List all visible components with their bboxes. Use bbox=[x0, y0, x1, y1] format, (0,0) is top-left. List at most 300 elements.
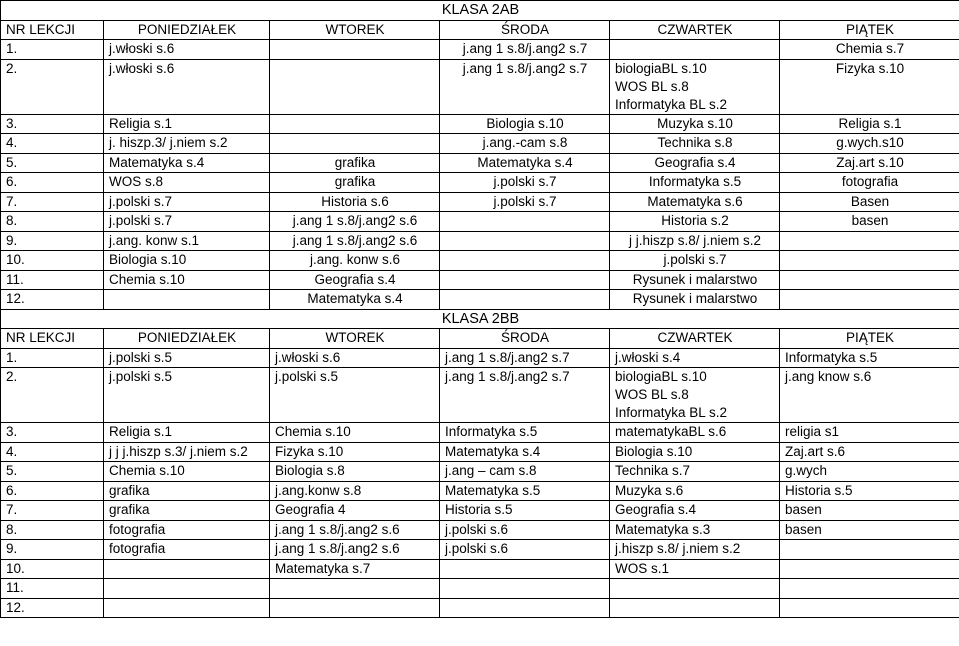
cell-text: j.ang.konw s.8 bbox=[275, 482, 362, 498]
lesson-number bbox=[1, 212, 104, 232]
cell-text: Geografia 4 bbox=[275, 502, 346, 517]
cell-text: Biologia s.10 bbox=[109, 252, 187, 267]
cell-text: j.ang 1 s.8/j.ang2 s.7 bbox=[445, 349, 570, 365]
cell-text: Matematyka s.6 bbox=[647, 193, 743, 209]
lesson-row bbox=[1, 540, 959, 560]
lesson-number bbox=[1, 559, 104, 579]
lesson-number bbox=[1, 153, 104, 173]
lesson-cell bbox=[610, 290, 780, 310]
cell-text: Matematyka s.5 bbox=[445, 482, 541, 498]
lesson-cell bbox=[270, 231, 440, 251]
schedule-body bbox=[1, 1, 959, 618]
cell-text: Zaj.art s.10 bbox=[836, 154, 904, 170]
lesson-cell bbox=[440, 290, 610, 310]
lesson-cell bbox=[104, 559, 270, 579]
lesson-cell bbox=[270, 368, 440, 423]
lesson-cell bbox=[780, 481, 959, 501]
cell-text: j.ang. konw s.1 bbox=[109, 232, 200, 248]
cell-text: Matematyka s.4 bbox=[109, 154, 205, 170]
cell-text: Matematyka s.4 bbox=[477, 154, 573, 170]
lesson-number bbox=[1, 579, 104, 599]
lesson-row bbox=[1, 579, 959, 599]
lesson-cell bbox=[780, 192, 959, 212]
lesson-cell bbox=[440, 173, 610, 193]
lesson-cell bbox=[270, 598, 440, 618]
lesson-row bbox=[1, 40, 959, 60]
lesson-row bbox=[1, 520, 959, 540]
lesson-cell bbox=[270, 442, 440, 462]
cell-text: fotografia bbox=[109, 521, 166, 537]
cell-text: 5. bbox=[6, 154, 18, 170]
cell-text: Muzyka s.10 bbox=[657, 115, 733, 131]
cell-text: Biologia s.8 bbox=[275, 463, 345, 478]
lesson-row bbox=[1, 559, 959, 579]
lesson-cell bbox=[104, 212, 270, 232]
lesson-cell bbox=[780, 501, 959, 521]
lesson-cell bbox=[270, 540, 440, 560]
class-title: KLASA 2AB bbox=[1, 1, 959, 21]
lesson-cell bbox=[104, 270, 270, 290]
cell-text: Historia s.6 bbox=[321, 193, 389, 209]
lesson-number bbox=[1, 598, 104, 618]
column-header: ŚRODA bbox=[440, 329, 610, 349]
cell-text: Historia s.2 bbox=[661, 213, 729, 228]
lesson-cell bbox=[104, 40, 270, 60]
lesson-cell bbox=[780, 442, 959, 462]
class-title-row bbox=[1, 1, 959, 21]
lesson-row bbox=[1, 173, 959, 193]
cell-text: 2. bbox=[6, 369, 18, 384]
lesson-cell bbox=[270, 348, 440, 368]
cell-text: Religia s.1 bbox=[109, 424, 173, 439]
cell-text: 12. bbox=[6, 291, 25, 306]
lesson-row bbox=[1, 192, 959, 212]
cell-text: grafika bbox=[109, 502, 150, 517]
lesson-cell bbox=[104, 231, 270, 251]
lesson-cell bbox=[104, 579, 270, 599]
lesson-cell bbox=[440, 192, 610, 212]
lesson-cell bbox=[780, 520, 959, 540]
cell-text: WOS s.1 bbox=[615, 560, 670, 576]
cell-text: Matematyka s.4 bbox=[445, 443, 541, 459]
lesson-row bbox=[1, 231, 959, 251]
header-row bbox=[1, 20, 959, 40]
lesson-cell bbox=[270, 462, 440, 482]
lesson-cell bbox=[610, 423, 780, 443]
lesson-cell bbox=[104, 368, 270, 423]
cell-text: j.ang 1 s.8/j.ang2 s.6 bbox=[275, 521, 400, 537]
lesson-cell bbox=[270, 212, 440, 232]
cell-text: 7. bbox=[6, 193, 18, 209]
lesson-cell bbox=[780, 114, 959, 134]
lesson-cell bbox=[104, 501, 270, 521]
cell-text: matematykaBL s.6 bbox=[615, 424, 727, 439]
cell-text: 11. bbox=[6, 271, 24, 287]
column-header: NR LEKCJI bbox=[1, 329, 104, 349]
cell-text: WOS s.8 bbox=[109, 174, 164, 189]
lesson-number bbox=[1, 270, 104, 290]
lesson-cell bbox=[104, 598, 270, 618]
cell-text: Muzyka s.6 bbox=[615, 482, 684, 498]
cell-text: Basen bbox=[850, 193, 890, 209]
column-header: ŚRODA bbox=[440, 20, 610, 40]
lesson-cell bbox=[440, 481, 610, 501]
column-header: PIĄTEK bbox=[780, 329, 959, 349]
cell-text: j.ang 1 s.8/j.ang2 s.7 bbox=[462, 41, 588, 56]
column-header: WTOREK bbox=[270, 20, 440, 40]
lesson-cell bbox=[780, 368, 959, 423]
lesson-number bbox=[1, 251, 104, 271]
lesson-cell bbox=[270, 173, 440, 193]
cell-text: j.ang 1 s.8/j.ang2 s.6 bbox=[292, 213, 418, 228]
cell-text: j.ang know s.6 bbox=[785, 369, 872, 384]
cell-text: 3. bbox=[6, 424, 18, 439]
header-row bbox=[1, 329, 959, 349]
cell-text: Geografia s.4 bbox=[314, 271, 396, 287]
lesson-cell bbox=[270, 579, 440, 599]
cell-text: 4. bbox=[6, 443, 18, 459]
cell-text: j.polski s.5 bbox=[275, 369, 339, 384]
lesson-cell bbox=[780, 134, 959, 154]
lesson-number bbox=[1, 423, 104, 443]
cell-text: j.ang.-cam s.8 bbox=[482, 135, 568, 150]
cell-text: Technika s.8 bbox=[657, 135, 733, 150]
lesson-row bbox=[1, 423, 959, 443]
cell-text: j.włoski s.4 bbox=[615, 349, 681, 365]
cell-text: g.wych.s10 bbox=[836, 135, 904, 150]
lesson-cell bbox=[104, 192, 270, 212]
lesson-number bbox=[1, 134, 104, 154]
cell-text: 6. bbox=[6, 482, 18, 498]
lesson-row bbox=[1, 462, 959, 482]
lesson-cell bbox=[610, 251, 780, 271]
lesson-cell bbox=[104, 173, 270, 193]
lesson-cell bbox=[104, 442, 270, 462]
column-header: CZWARTEK bbox=[610, 329, 780, 349]
cell-text: 9. bbox=[6, 541, 18, 556]
lesson-cell bbox=[440, 540, 610, 560]
cell-text: religia s1 bbox=[785, 424, 840, 439]
lesson-cell bbox=[780, 348, 959, 368]
cell-text: Rysunek i malarstwo bbox=[632, 291, 758, 306]
cell-text: Geografia s.4 bbox=[615, 502, 697, 517]
lesson-row bbox=[1, 598, 959, 618]
cell-text: j.polski s.5 bbox=[109, 369, 173, 384]
lesson-cell bbox=[780, 212, 959, 232]
lesson-cell bbox=[610, 40, 780, 60]
cell-text: 2. bbox=[6, 60, 18, 76]
lesson-number bbox=[1, 462, 104, 482]
column-header: WTOREK bbox=[270, 329, 440, 349]
lesson-cell bbox=[610, 520, 780, 540]
lesson-cell bbox=[104, 114, 270, 134]
lesson-number bbox=[1, 114, 104, 134]
cell-text: basen bbox=[785, 502, 822, 517]
cell-text: Biologia s.10 bbox=[615, 443, 693, 459]
lesson-cell bbox=[610, 153, 780, 173]
cell-text: WOS BL s.8 bbox=[615, 78, 689, 94]
lesson-cell bbox=[440, 462, 610, 482]
cell-text: Religia s.1 bbox=[838, 115, 902, 131]
lesson-cell bbox=[440, 59, 610, 114]
lesson-cell bbox=[610, 442, 780, 462]
cell-text: Geografia s.4 bbox=[654, 154, 736, 170]
cell-text: j j.hiszp s.8/ j.niem s.2 bbox=[628, 232, 762, 248]
lesson-number bbox=[1, 192, 104, 212]
lesson-row bbox=[1, 368, 959, 423]
lesson-cell bbox=[610, 231, 780, 251]
lesson-cell bbox=[780, 579, 959, 599]
cell-text: 7. bbox=[6, 502, 18, 517]
lesson-cell bbox=[104, 348, 270, 368]
lesson-cell bbox=[780, 423, 959, 443]
lesson-cell bbox=[270, 153, 440, 173]
lesson-row bbox=[1, 270, 959, 290]
cell-text: 10. bbox=[6, 252, 25, 267]
lesson-cell bbox=[610, 368, 780, 423]
lesson-cell bbox=[610, 501, 780, 521]
lesson-cell bbox=[610, 559, 780, 579]
cell-text: Informatyka s.5 bbox=[648, 174, 742, 189]
lesson-cell bbox=[780, 290, 959, 310]
lesson-row bbox=[1, 134, 959, 154]
lesson-number bbox=[1, 59, 104, 114]
lesson-cell bbox=[104, 462, 270, 482]
cell-text: 6. bbox=[6, 174, 18, 189]
cell-text: Technika s.7 bbox=[615, 463, 691, 478]
lesson-number bbox=[1, 231, 104, 251]
cell-text: Matematyka s.3 bbox=[615, 521, 711, 537]
lesson-cell bbox=[440, 212, 610, 232]
cell-text: j.ang 1 s.8/j.ang2 s.7 bbox=[462, 60, 588, 76]
cell-text: j. hiszp.3/ j.niem s.2 bbox=[109, 135, 228, 150]
lesson-cell bbox=[440, 368, 610, 423]
cell-text: Historia s.5 bbox=[785, 482, 853, 498]
lesson-cell bbox=[780, 153, 959, 173]
lesson-cell bbox=[440, 40, 610, 60]
class-title: KLASA 2BB bbox=[1, 309, 959, 329]
lesson-cell bbox=[780, 231, 959, 251]
lesson-row bbox=[1, 212, 959, 232]
cell-text: j.hiszp s.8/ j.niem s.2 bbox=[615, 541, 741, 556]
lesson-cell bbox=[610, 348, 780, 368]
lesson-number bbox=[1, 520, 104, 540]
cell-text: 1. bbox=[6, 349, 18, 365]
cell-text: biologiaBL s.10 bbox=[615, 369, 707, 384]
lesson-cell bbox=[440, 598, 610, 618]
lesson-cell bbox=[270, 481, 440, 501]
cell-text: j.ang – cam s.8 bbox=[445, 463, 537, 478]
lesson-cell bbox=[104, 251, 270, 271]
cell-text: 8. bbox=[6, 521, 18, 537]
lesson-cell bbox=[610, 270, 780, 290]
lesson-number bbox=[1, 40, 104, 60]
lesson-cell bbox=[440, 520, 610, 540]
cell-text: 5. bbox=[6, 463, 18, 478]
lesson-number bbox=[1, 540, 104, 560]
cell-text: j.polski s.7 bbox=[109, 213, 173, 228]
cell-text: Informatyka BL s.2 bbox=[615, 405, 728, 420]
lesson-cell bbox=[270, 251, 440, 271]
lesson-row bbox=[1, 290, 959, 310]
cell-text: 11. bbox=[6, 580, 24, 595]
lesson-cell bbox=[440, 559, 610, 579]
lesson-number bbox=[1, 501, 104, 521]
column-header: PONIEDZIAŁEK bbox=[104, 329, 270, 349]
lesson-cell bbox=[610, 173, 780, 193]
lesson-cell bbox=[780, 173, 959, 193]
cell-text: basen bbox=[785, 521, 822, 537]
cell-text: j.włoski s.6 bbox=[109, 41, 175, 56]
lesson-cell bbox=[270, 423, 440, 443]
cell-text: Informatyka s.5 bbox=[785, 349, 878, 365]
cell-text: Chemia s.10 bbox=[275, 424, 351, 439]
lesson-cell bbox=[440, 579, 610, 599]
lesson-number bbox=[1, 348, 104, 368]
cell-text: j.włoski s.6 bbox=[275, 349, 341, 365]
cell-text: Fizyka s.10 bbox=[275, 443, 344, 459]
cell-text: biologiaBL s.10 bbox=[615, 60, 707, 76]
cell-text: j.polski s.6 bbox=[445, 541, 509, 556]
cell-text: 3. bbox=[6, 115, 18, 131]
lesson-cell bbox=[610, 212, 780, 232]
cell-text: j.ang 1 s.8/j.ang2 s.7 bbox=[445, 369, 570, 384]
lesson-cell bbox=[780, 59, 959, 114]
lesson-cell bbox=[780, 598, 959, 618]
lesson-row bbox=[1, 501, 959, 521]
column-header: PONIEDZIAŁEK bbox=[104, 20, 270, 40]
cell-text: grafika bbox=[334, 154, 376, 170]
cell-text: Biologia s.10 bbox=[486, 115, 564, 131]
cell-text: Chemia s.10 bbox=[109, 463, 185, 478]
lesson-cell bbox=[270, 559, 440, 579]
lesson-cell bbox=[610, 59, 780, 114]
column-header: PIĄTEK bbox=[780, 20, 959, 40]
lesson-row bbox=[1, 153, 959, 173]
lesson-cell bbox=[610, 192, 780, 212]
cell-text: Chemia s.7 bbox=[835, 41, 905, 56]
column-header: CZWARTEK bbox=[610, 20, 780, 40]
cell-text: Informatyka s.5 bbox=[445, 424, 538, 439]
cell-text: j.polski s.5 bbox=[109, 349, 173, 365]
lesson-row bbox=[1, 348, 959, 368]
cell-text: fotografia bbox=[109, 541, 166, 556]
lesson-cell bbox=[610, 481, 780, 501]
cell-text: Religia s.1 bbox=[109, 115, 173, 131]
cell-text: Matematyka s.4 bbox=[307, 291, 403, 306]
lesson-cell bbox=[440, 251, 610, 271]
cell-text: j.polski s.7 bbox=[109, 193, 173, 209]
lesson-cell bbox=[104, 520, 270, 540]
lesson-number bbox=[1, 442, 104, 462]
lesson-row bbox=[1, 251, 959, 271]
cell-text: 8. bbox=[6, 213, 18, 228]
lesson-cell bbox=[610, 134, 780, 154]
lesson-cell bbox=[440, 231, 610, 251]
lesson-cell bbox=[780, 462, 959, 482]
cell-text: Fizyka s.10 bbox=[835, 60, 905, 76]
lesson-cell bbox=[780, 251, 959, 271]
lesson-cell bbox=[270, 59, 440, 114]
cell-text: Matematyka s.7 bbox=[275, 560, 371, 576]
cell-text: Zaj.art s.6 bbox=[785, 443, 846, 459]
lesson-cell bbox=[270, 134, 440, 154]
cell-text: Rysunek i malarstwo bbox=[632, 271, 758, 287]
lesson-number bbox=[1, 481, 104, 501]
cell-text: j.polski s.7 bbox=[493, 193, 557, 209]
cell-text: 9. bbox=[6, 232, 18, 248]
lesson-cell bbox=[440, 423, 610, 443]
lesson-cell bbox=[440, 270, 610, 290]
cell-text: j.ang. konw s.6 bbox=[309, 252, 401, 267]
lesson-cell bbox=[440, 114, 610, 134]
lesson-cell bbox=[104, 153, 270, 173]
lesson-cell bbox=[440, 153, 610, 173]
lesson-cell bbox=[610, 540, 780, 560]
lesson-row bbox=[1, 481, 959, 501]
lesson-cell bbox=[780, 540, 959, 560]
lesson-cell bbox=[780, 559, 959, 579]
cell-text: j.ang 1 s.8/j.ang2 s.6 bbox=[292, 232, 418, 248]
cell-text: fotografia bbox=[841, 174, 899, 189]
lesson-cell bbox=[270, 40, 440, 60]
lesson-cell bbox=[610, 598, 780, 618]
lesson-cell bbox=[104, 290, 270, 310]
cell-text: j.ang 1 s.8/j.ang2 s.6 bbox=[275, 541, 400, 556]
cell-text: g.wych bbox=[785, 463, 828, 478]
lesson-row bbox=[1, 114, 959, 134]
lesson-cell bbox=[270, 520, 440, 540]
cell-text: Historia s.5 bbox=[445, 502, 513, 517]
cell-text: j.włoski s.6 bbox=[109, 60, 175, 76]
lesson-cell bbox=[270, 270, 440, 290]
cell-text: 12. bbox=[6, 599, 25, 615]
lesson-row bbox=[1, 59, 959, 114]
lesson-cell bbox=[610, 462, 780, 482]
cell-text: j.polski s.7 bbox=[493, 174, 557, 189]
lesson-cell bbox=[104, 481, 270, 501]
lesson-cell bbox=[610, 114, 780, 134]
cell-text: grafika bbox=[334, 174, 376, 189]
lesson-cell bbox=[104, 423, 270, 443]
lesson-cell bbox=[610, 579, 780, 599]
cell-text: 10. bbox=[6, 560, 25, 576]
cell-text: grafika bbox=[109, 482, 150, 498]
cell-text: j.polski s.6 bbox=[445, 521, 509, 537]
lesson-cell bbox=[104, 540, 270, 560]
lesson-number bbox=[1, 173, 104, 193]
cell-text: j.polski s.7 bbox=[663, 252, 727, 267]
cell-text: basen bbox=[851, 213, 889, 228]
lesson-number bbox=[1, 368, 104, 423]
cell-text: 1. bbox=[6, 41, 18, 56]
lesson-cell bbox=[270, 290, 440, 310]
lesson-cell bbox=[440, 134, 610, 154]
cell-text: Informatyka BL s.2 bbox=[615, 96, 728, 112]
lesson-cell bbox=[270, 501, 440, 521]
cell-text: j j j.hiszp s.3/ j.niem s.2 bbox=[109, 443, 248, 459]
lesson-row bbox=[1, 442, 959, 462]
column-header: NR LEKCJI bbox=[1, 20, 104, 40]
cell-text: 4. bbox=[6, 135, 18, 150]
lesson-cell bbox=[440, 501, 610, 521]
lesson-cell bbox=[440, 348, 610, 368]
lesson-cell bbox=[780, 270, 959, 290]
cell-text: WOS BL s.8 bbox=[615, 387, 689, 402]
lesson-cell bbox=[104, 134, 270, 154]
lesson-cell bbox=[780, 40, 959, 60]
lesson-cell bbox=[270, 114, 440, 134]
